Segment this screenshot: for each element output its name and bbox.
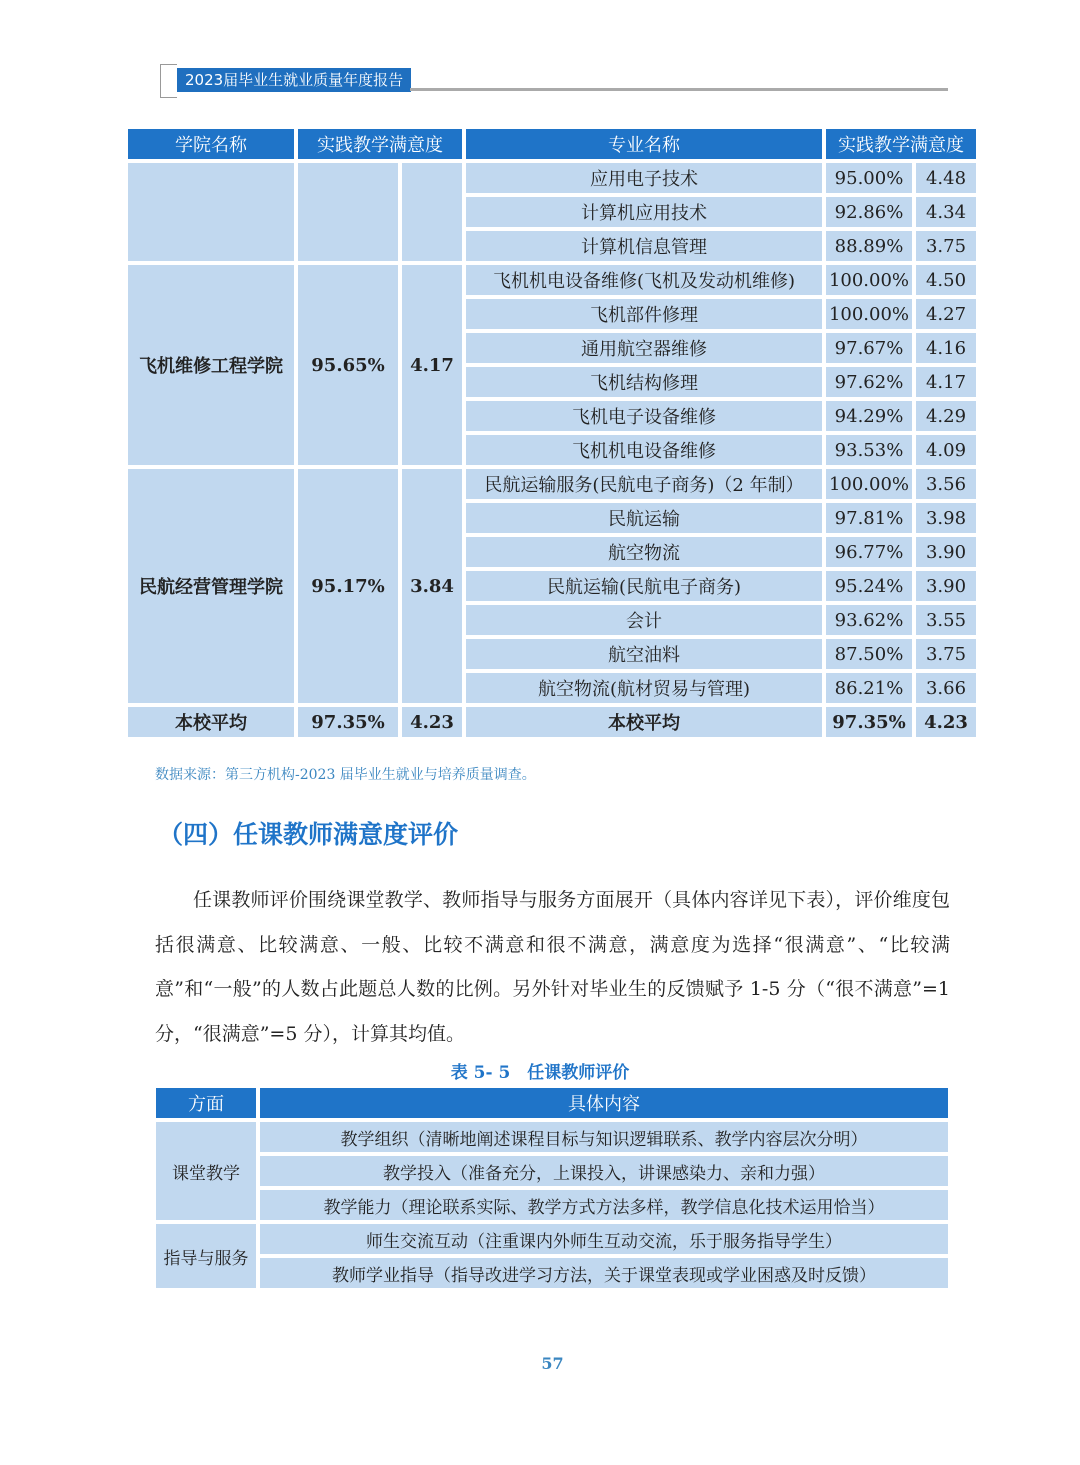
major-satisfaction-score: 3.75 bbox=[916, 231, 976, 261]
major-satisfaction-rate: 94.29% bbox=[826, 401, 912, 431]
major-satisfaction-rate: 87.50% bbox=[826, 639, 912, 669]
table-row bbox=[128, 163, 976, 193]
major-satisfaction-rate: 92.86% bbox=[826, 197, 912, 227]
college-name: 飞机维修工程学院 bbox=[128, 265, 294, 465]
college-name bbox=[128, 163, 294, 261]
major-satisfaction-score: 4.48 bbox=[916, 163, 976, 193]
major-satisfaction-score: 3.98 bbox=[916, 503, 976, 533]
avg-score: 4.23 bbox=[402, 707, 462, 737]
major-name: 应用电子技术 bbox=[466, 163, 822, 193]
major-name: 航空物流 bbox=[466, 537, 822, 567]
major-satisfaction-rate: 97.81% bbox=[826, 503, 912, 533]
col-header-aspect: 方面 bbox=[156, 1088, 256, 1118]
major-satisfaction-rate: 86.21% bbox=[826, 673, 912, 703]
col-header-college-satisfaction: 实践教学满意度 bbox=[298, 129, 462, 159]
college-satisfaction-score bbox=[402, 163, 462, 261]
teacher-evaluation-table bbox=[152, 1084, 952, 1292]
page-number: 57 bbox=[541, 1354, 564, 1373]
major-name: 会计 bbox=[466, 605, 822, 635]
evaluation-content: 教学投入（准备充分，上课投入，讲课感染力、亲和力强） bbox=[260, 1156, 948, 1186]
major-satisfaction-rate: 97.62% bbox=[826, 367, 912, 397]
avg-rate: 97.35% bbox=[298, 707, 398, 737]
col-header-content: 具体内容 bbox=[260, 1088, 948, 1118]
major-satisfaction-score: 4.29 bbox=[916, 401, 976, 431]
col-header-major: 专业名称 bbox=[466, 129, 822, 159]
major-name: 飞机部件修理 bbox=[466, 299, 822, 329]
major-satisfaction-score: 3.90 bbox=[916, 537, 976, 567]
major-satisfaction-rate: 96.77% bbox=[826, 537, 912, 567]
avg-score: 4.23 bbox=[916, 707, 976, 737]
major-satisfaction-score: 4.50 bbox=[916, 265, 976, 295]
college-satisfaction-rate: 95.65% bbox=[298, 265, 398, 465]
table-row bbox=[128, 265, 976, 295]
college-satisfaction-score: 4.17 bbox=[402, 265, 462, 465]
evaluation-content: 教师学业指导（指导改进学习方法，关于课堂表现或学业困惑及时反馈） bbox=[260, 1258, 948, 1288]
major-satisfaction-rate: 95.00% bbox=[826, 163, 912, 193]
major-satisfaction-score: 4.34 bbox=[916, 197, 976, 227]
data-source-note: 数据来源：第三方机构-2023 届毕业生就业与培养质量调查。 bbox=[155, 767, 536, 783]
major-name: 飞机机电设备维修 bbox=[466, 435, 822, 465]
table-row bbox=[128, 469, 976, 499]
major-satisfaction-rate: 93.62% bbox=[826, 605, 912, 635]
major-name: 计算机应用技术 bbox=[466, 197, 822, 227]
major-name: 航空物流(航材贸易与管理) bbox=[466, 673, 822, 703]
major-name: 民航运输(民航电子商务) bbox=[466, 571, 822, 601]
evaluation-content: 教学能力（理论联系实际、教学方式方法多样，教学信息化技术运用恰当） bbox=[260, 1190, 948, 1220]
major-name: 航空油料 bbox=[466, 639, 822, 669]
major-satisfaction-rate: 93.53% bbox=[826, 435, 912, 465]
major-satisfaction-rate: 100.00% bbox=[826, 469, 912, 499]
table-row bbox=[156, 1224, 948, 1254]
average-row bbox=[128, 707, 976, 737]
major-name: 飞机机电设备维修(飞机及发动机维修) bbox=[466, 265, 822, 295]
avg-label: 本校平均 bbox=[466, 707, 822, 737]
section-title: （四）任课教师满意度评价 bbox=[158, 820, 459, 849]
major-name: 飞机电子设备维修 bbox=[466, 401, 822, 431]
avg-rate: 97.35% bbox=[826, 707, 912, 737]
col-header-major-satisfaction: 实践教学满意度 bbox=[826, 129, 976, 159]
major-name: 通用航空器维修 bbox=[466, 333, 822, 363]
table-row bbox=[156, 1190, 948, 1220]
major-satisfaction-score: 4.17 bbox=[916, 367, 976, 397]
major-name: 民航运输服务(民航电子商务)（2 年制） bbox=[466, 469, 822, 499]
major-satisfaction-score: 4.16 bbox=[916, 333, 976, 363]
major-satisfaction-rate: 95.24% bbox=[826, 571, 912, 601]
col-header-college: 学院名称 bbox=[128, 129, 294, 159]
avg-label: 本校平均 bbox=[128, 707, 294, 737]
college-satisfaction-rate: 95.17% bbox=[298, 469, 398, 703]
college-satisfaction-rate bbox=[298, 163, 398, 261]
major-satisfaction-score: 4.27 bbox=[916, 299, 976, 329]
aspect-name: 课堂教学 bbox=[156, 1122, 256, 1220]
major-satisfaction-score: 3.56 bbox=[916, 469, 976, 499]
major-name: 计算机信息管理 bbox=[466, 231, 822, 261]
aspect-name: 指导与服务 bbox=[156, 1224, 256, 1288]
report-header-title: 2023届毕业生就业质量年度报告 bbox=[177, 68, 411, 92]
major-satisfaction-score: 3.66 bbox=[916, 673, 976, 703]
body-paragraph: 任课教师评价围绕课堂教学、教师指导与服务方面展开（具体内容详见下表），评价维度包括很满意、比较满意、一般、比较不满意和很不满意，满意度为选择“很满意”、“比较满意”和“一般”的人数占此题总人数的比例。另外针对毕业生的反馈赋予 1-5 分（“很不满意”=1 分，“很满意”=5 分），计算其均值。 bbox=[155, 889, 950, 1045]
table-caption: 表 5- 5 任课教师评价 bbox=[450, 1063, 630, 1083]
major-satisfaction-score: 3.75 bbox=[916, 639, 976, 669]
table-row bbox=[156, 1156, 948, 1186]
major-satisfaction-rate: 100.00% bbox=[826, 265, 912, 295]
major-satisfaction-score: 3.90 bbox=[916, 571, 976, 601]
table-row bbox=[156, 1122, 948, 1152]
college-name: 民航经营管理学院 bbox=[128, 469, 294, 703]
major-satisfaction-score: 3.55 bbox=[916, 605, 976, 635]
major-name: 飞机结构修理 bbox=[466, 367, 822, 397]
major-satisfaction-rate: 100.00% bbox=[826, 299, 912, 329]
major-satisfaction-score: 4.09 bbox=[916, 435, 976, 465]
practice-teaching-satisfaction-table bbox=[124, 125, 980, 741]
evaluation-content: 师生交流互动（注重课内外师生互动交流，乐于服务指导学生） bbox=[260, 1224, 948, 1254]
major-name: 民航运输 bbox=[466, 503, 822, 533]
college-satisfaction-score: 3.84 bbox=[402, 469, 462, 703]
header-rule bbox=[410, 88, 948, 91]
table-row bbox=[156, 1258, 948, 1288]
major-satisfaction-rate: 88.89% bbox=[826, 231, 912, 261]
header-decoration bbox=[160, 64, 177, 98]
major-satisfaction-rate: 97.67% bbox=[826, 333, 912, 363]
evaluation-content: 教学组织（清晰地阐述课程目标与知识逻辑联系、教学内容层次分明） bbox=[260, 1122, 948, 1152]
